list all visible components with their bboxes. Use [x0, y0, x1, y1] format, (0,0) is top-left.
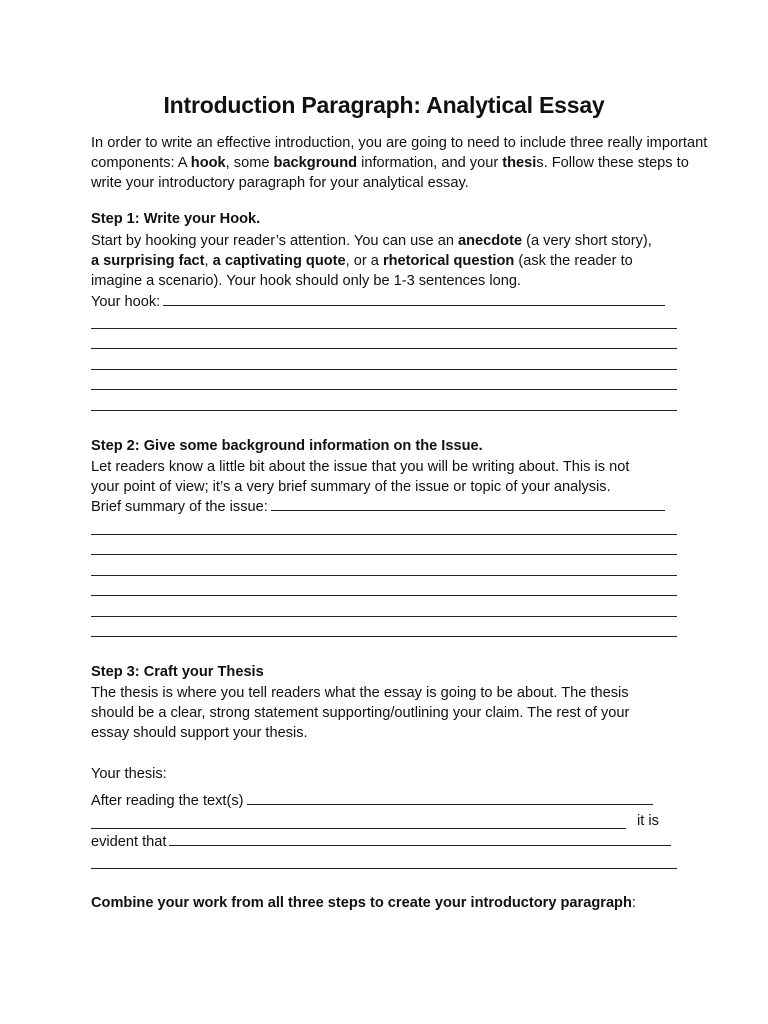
step2-heading: Step 2: Give some background information on the Issue.	[91, 438, 483, 454]
intro-text: , some	[225, 155, 274, 171]
step1-fact-term: a surprising fact	[91, 253, 205, 269]
combine-colon: :	[631, 895, 636, 911]
thesis-texts-line[interactable]	[247, 792, 653, 805]
hook-answer-line[interactable]	[91, 389, 677, 390]
step1-text: ,	[204, 253, 213, 269]
thesis-label: Your thesis:	[91, 766, 167, 782]
step3-line-2: should be a clear, strong statement supporting/outlining your claim. The rest of your	[91, 705, 630, 721]
thesis-claim-line[interactable]	[169, 833, 671, 846]
step1-question-term: rhetorical question	[382, 253, 515, 269]
step1-line-3: imagine a scenario). Your hook should only be 1-3 sentences long.	[91, 273, 521, 289]
summary-answer-line[interactable]	[91, 575, 677, 576]
hook-answer-line[interactable]	[91, 410, 677, 411]
step1-quote-term: a captivating quote	[212, 253, 346, 269]
intro-background-term: background	[273, 155, 358, 171]
step1-text: , or a	[345, 253, 383, 269]
step1-text: Start by hooking your reader’s attention. You can use an	[91, 233, 458, 249]
summary-answer-line[interactable]	[91, 595, 677, 596]
summary-answer-line[interactable]	[91, 616, 677, 617]
intro-line-3: write your introductory paragraph for your analytical essay.	[91, 175, 469, 191]
step1-text: (ask the reader to	[514, 253, 633, 269]
hook-answer-line[interactable]	[91, 328, 677, 329]
hook-answer-line[interactable]	[91, 348, 677, 349]
intro-line-1: In order to write an effective introduction, you are going to need to include three really important	[91, 135, 708, 151]
summary-answer-line[interactable]	[91, 534, 677, 535]
intro-hook-term: hook	[190, 155, 226, 171]
evident-that-label: evident that	[91, 834, 167, 850]
step1-text: (a very short story),	[522, 233, 652, 249]
step2-line-1: Let readers know a little bit about the issue that you will be writing about. This is not	[91, 459, 630, 475]
step1-heading: Step 1: Write your Hook.	[91, 211, 261, 227]
thesis-evident-that	[91, 832, 671, 852]
intro-text: s. Follow these steps to	[536, 155, 689, 171]
hook-label: Your hook:	[91, 294, 161, 310]
thesis-answer-line[interactable]	[91, 828, 626, 829]
step3-line-1: The thesis is where you tell readers what the essay is going to be about. The thesis	[91, 685, 629, 701]
thesis-after-reading	[91, 791, 653, 811]
intro-text: components: A	[91, 155, 191, 171]
step1-line-1	[91, 231, 652, 251]
step3-heading: Step 3: Craft your Thesis	[91, 664, 264, 680]
intro-thesis-term: thesi	[502, 155, 537, 171]
step2-line-2: your point of view; it’s a very brief summary of the issue or topic of your analysis.	[91, 479, 611, 495]
thesis-it-is: it is	[637, 813, 659, 829]
intro-text: information, and your	[357, 155, 503, 171]
summary-answer-line[interactable]	[91, 554, 677, 555]
step2-summary-prompt	[91, 497, 665, 517]
hook-answer-line[interactable]	[91, 369, 677, 370]
step1-line-2	[91, 251, 633, 271]
combine-text: Combine your work from all three steps to create your introductory paragraph	[91, 895, 632, 911]
summary-label: Brief summary of the issue:	[91, 499, 268, 515]
hook-answer-line[interactable]	[163, 293, 665, 306]
step1-hook-prompt	[91, 292, 665, 312]
thesis-answer-line[interactable]	[91, 868, 677, 869]
summary-answer-line[interactable]	[271, 498, 665, 511]
combine-instruction	[91, 893, 636, 913]
step1-anecdote-term: anecdote	[458, 233, 523, 249]
page-title: Introduction Paragraph: Analytical Essay	[163, 92, 605, 118]
summary-answer-line[interactable]	[91, 636, 677, 637]
after-reading-label: After reading the text(s)	[91, 793, 244, 809]
step3-line-3: essay should support your thesis.	[91, 725, 308, 741]
intro-line-2	[91, 153, 689, 173]
